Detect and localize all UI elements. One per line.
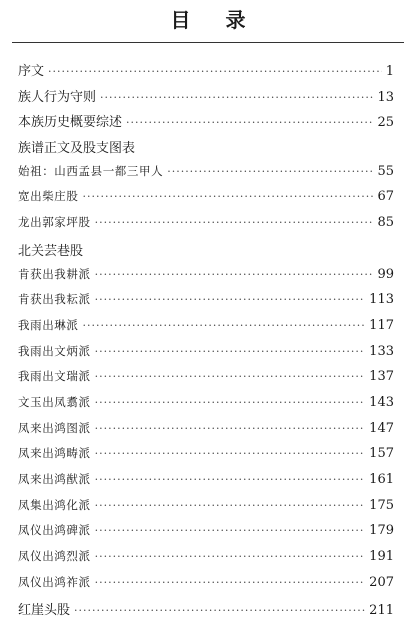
toc-entry [18, 214, 394, 240]
toc-entry-page: 161 [369, 472, 394, 487]
toc-leader-dots [126, 116, 373, 129]
toc-entry-label: 宽出柴庄股 [18, 189, 79, 204]
toc-leader-dots [95, 422, 366, 435]
toc-entry-label: 凤仪出鸿烈派 [18, 549, 91, 564]
toc-entry [18, 548, 394, 574]
toc-leader-dots [74, 604, 365, 617]
toc-entry-page: 67 [377, 189, 394, 205]
toc-leader-dots [83, 190, 374, 203]
toc-entry-page: 179 [369, 523, 394, 539]
toc-entry [18, 574, 394, 600]
toc-entry-page: 211 [369, 603, 394, 619]
toc-entry-page: 99 [377, 266, 394, 282]
toc-entry [18, 317, 394, 343]
toc-entry-label: 我雨出文瑞派 [18, 369, 91, 384]
toc-entry-page: 113 [369, 292, 394, 308]
toc-leader-dots [95, 370, 366, 383]
page-title: 目 录 [170, 8, 260, 32]
toc-entry-page: 157 [369, 446, 394, 462]
toc-entry [18, 163, 394, 189]
toc-entry-page: 1 [385, 64, 394, 79]
toc-entry [18, 471, 394, 497]
toc-entry-label: 肯获出我耘派 [18, 292, 91, 307]
toc-entry-page: 85 [377, 215, 394, 231]
toc-entry [18, 266, 394, 292]
toc-leader-dots [95, 345, 366, 358]
toc-leader-dots [95, 268, 374, 281]
toc-entry-label: 肯获出我耕派 [18, 266, 91, 281]
toc-entry-page: 55 [377, 163, 394, 179]
toc-entry [18, 60, 394, 86]
toc-entry-label: 族人行为守则 [18, 89, 97, 105]
toc-entry-label: 凤集出鸿化派 [18, 497, 91, 512]
table-of-contents [18, 60, 394, 625]
toc-leader-dots [95, 499, 366, 512]
toc-entry-label: 序文 [18, 64, 45, 79]
toc-entry-label: 始祖：山西孟县一都三甲人 [18, 163, 164, 178]
toc-leader-dots [95, 447, 366, 460]
toc-leader-dots [95, 473, 366, 486]
toc-entry [18, 368, 394, 394]
toc-entry-page: 25 [377, 115, 394, 131]
toc-entry-page: 175 [369, 497, 394, 513]
toc-entry-label: 文玉出凤翥派 [18, 394, 91, 409]
title-divider [12, 42, 404, 43]
toc-leader-dots [48, 65, 382, 78]
toc-entry-page: 137 [369, 369, 394, 385]
toc-entry-label: 本族历史概要综述 [18, 115, 123, 131]
toc-section-heading [18, 137, 394, 163]
toc-entry-label: 红崖头股 [18, 603, 71, 619]
toc-entry [18, 522, 394, 548]
toc-entry-label: 我雨出琳派 [18, 317, 79, 332]
toc-entry [18, 599, 394, 625]
toc-entry-page: 133 [369, 343, 394, 359]
toc-entry [18, 111, 394, 137]
toc-entry [18, 188, 394, 214]
toc-leader-dots [95, 293, 366, 306]
toc-leader-dots [100, 91, 373, 104]
toc-entry-label: 凤来出鸿畴派 [18, 446, 91, 461]
toc-entry-page: 13 [377, 89, 394, 105]
toc-entry [18, 497, 394, 523]
toc-entry-label: 龙出郭家坪股 [18, 215, 91, 230]
toc-entry [18, 86, 394, 112]
toc-entry [18, 445, 394, 471]
toc-entry [18, 343, 394, 369]
toc-entry-label: 凤来出鸿猷派 [18, 472, 91, 486]
toc-leader-dots [95, 396, 366, 409]
toc-entry-label: 凤仪出鸿碑派 [18, 523, 91, 538]
toc-entry [18, 420, 394, 446]
toc-section-label: 族谱正文及股支图表 [18, 141, 136, 157]
toc-entry-label: 凤来出鸿图派 [18, 420, 91, 435]
toc-entry-page: 143 [369, 394, 394, 410]
toc-entry [18, 394, 394, 420]
toc-leader-dots [167, 165, 373, 178]
toc-leader-dots [95, 216, 374, 229]
toc-entry-page: 191 [369, 549, 394, 565]
toc-entry-label: 我雨出文炳派 [18, 343, 91, 358]
toc-entry [18, 291, 394, 317]
toc-entry-page: 207 [369, 574, 394, 590]
toc-leader-dots [95, 524, 366, 537]
toc-leader-dots [95, 550, 366, 563]
toc-section-label: 北关芸巷股 [18, 243, 84, 259]
toc-entry-label: 凤仪出鸿祚派 [18, 574, 91, 589]
toc-entry-page: 117 [369, 317, 394, 333]
toc-section-heading [18, 240, 394, 266]
toc-entry-page: 147 [369, 420, 394, 436]
toc-leader-dots [95, 576, 366, 589]
toc-leader-dots [83, 319, 366, 332]
